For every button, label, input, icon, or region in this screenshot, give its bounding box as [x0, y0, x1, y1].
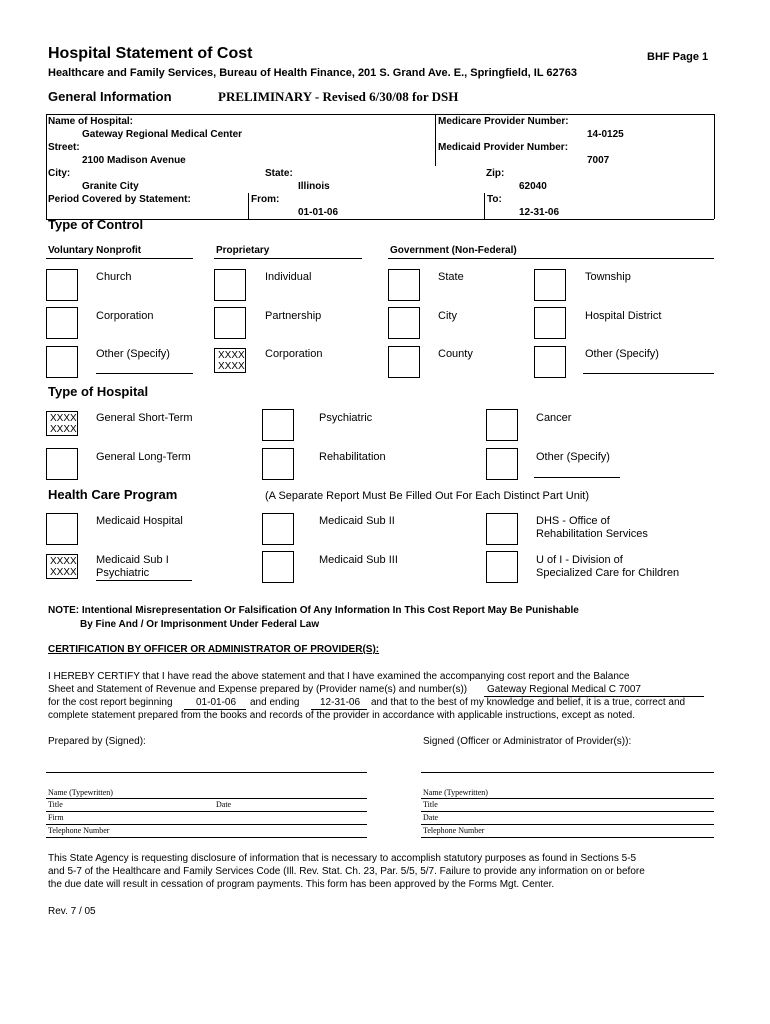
county-label: County — [438, 348, 473, 360]
officer-phone-line[interactable] — [421, 837, 714, 838]
hospital-name-value[interactable]: Gateway Regional Medical Center — [82, 129, 243, 140]
certification-line3-begin: for the cost report beginning — [48, 697, 173, 708]
county-checkbox[interactable] — [388, 346, 420, 378]
medicaid-sub3-label: Medicaid Sub III — [319, 554, 398, 566]
officer-date-label: Date — [423, 813, 439, 822]
medicaid-hospital-label: Medicaid Hospital — [96, 515, 183, 527]
officer-title-line[interactable] — [421, 811, 714, 812]
officer-title-label: Title — [423, 800, 438, 809]
medicaid-number-value[interactable]: 7007 — [587, 155, 610, 166]
col-voluntary-nonprofit: Voluntary Nonprofit — [48, 245, 142, 256]
township-checkbox[interactable] — [534, 269, 566, 301]
medicaid-sub2-checkbox[interactable] — [262, 513, 294, 545]
health-care-program-heading: Health Care Program — [48, 487, 178, 502]
other-government-checkbox[interactable] — [534, 346, 566, 378]
period-end-value[interactable]: 12-31-06 — [320, 697, 361, 708]
general-short-term-label: General Short-Term — [96, 412, 193, 424]
to-label: To: — [487, 194, 502, 205]
church-checkbox[interactable] — [46, 269, 78, 301]
medicaid-sub2-label: Medicaid Sub II — [319, 515, 395, 527]
preparer-phone-line[interactable] — [46, 837, 367, 838]
preparer-title-date-line[interactable] — [46, 811, 367, 812]
hospital-district-checkbox[interactable] — [534, 307, 566, 339]
officer-phone-label: Telephone Number — [423, 826, 485, 835]
dhs-rehab-label-line2: Rehabilitation Services — [536, 528, 648, 540]
corporation-nonprofit-checkbox[interactable] — [46, 307, 78, 339]
officer-name-line[interactable] — [421, 798, 714, 799]
from-value[interactable]: 01-01-06 — [298, 207, 339, 218]
state-label: State: — [265, 168, 293, 179]
section-general-information: General Information — [48, 89, 172, 104]
uofi-dscc-label-line1: U of I - Division of — [536, 554, 623, 566]
city-label: City: — [48, 168, 71, 179]
period-label: Period Covered by Statement: — [48, 194, 191, 205]
medicare-number-value[interactable]: 14-0125 — [587, 129, 624, 140]
certification-line3-ending: and ending — [250, 697, 300, 708]
individual-checkbox[interactable] — [214, 269, 246, 301]
other-nonprofit-checkbox[interactable] — [46, 346, 78, 378]
township-label: Township — [585, 271, 631, 283]
medicaid-hospital-checkbox[interactable] — [46, 513, 78, 545]
medicaid-sub1-label-line2: Psychiatric — [96, 567, 150, 579]
medicaid-number-label: Medicaid Provider Number: — [438, 142, 569, 153]
city-control-label: City — [438, 310, 457, 322]
other-government-label: Other (Specify) — [585, 348, 659, 360]
preparer-name-line[interactable] — [46, 798, 367, 799]
preliminary-notice: PRELIMINARY - Revised 6/30/08 for DSH — [218, 89, 459, 104]
period-begin-value[interactable]: 01-01-06 — [196, 697, 237, 708]
misrepresentation-note-line2: By Fine And / Or Imprisonment Under Federal Law — [80, 619, 320, 630]
city-checkbox[interactable] — [388, 307, 420, 339]
other-hospital-specify-line[interactable] — [534, 477, 620, 478]
medicare-number-label: Medicare Provider Number: — [438, 116, 569, 127]
medicaid-sub3-checkbox[interactable] — [262, 551, 294, 583]
preparer-title-label: Title — [48, 800, 63, 809]
preparer-name-label: Name (Typewritten) — [48, 788, 113, 797]
certification-line2: Sheet and Statement of Revenue and Expense prepared by (Provider name(s) and number(s)) — [48, 684, 468, 695]
certification-line1: I HEREBY CERTIFY that I have read the above statement and that I have examined the accompanying cost report and the Balance — [48, 671, 630, 682]
preparer-signature-line[interactable] — [46, 772, 367, 773]
agency-address: Healthcare and Family Services, Bureau of Health Finance, 201 S. Grand Ave. E., Springfield, IL 62763 — [48, 67, 578, 79]
officer-signature-line[interactable] — [421, 772, 714, 773]
other-hospital-checkbox[interactable] — [486, 448, 518, 480]
psychiatric-checkbox[interactable] — [262, 409, 294, 441]
city-value[interactable]: Granite City — [82, 181, 139, 192]
hospital-district-label: Hospital District — [585, 310, 662, 322]
type-of-hospital-heading: Type of Hospital — [48, 384, 149, 399]
cancer-label: Cancer — [536, 412, 572, 424]
preparer-date-label: Date — [216, 800, 232, 809]
other-nonprofit-label: Other (Specify) — [96, 348, 170, 360]
from-label: From: — [251, 194, 280, 205]
partnership-label: Partnership — [265, 310, 322, 322]
form-title: Hospital Statement of Cost — [48, 45, 253, 62]
state-value[interactable]: Illinois — [298, 181, 330, 192]
col-government: Government (Non-Federal) — [390, 245, 517, 256]
certification-line3-rest: and that to the best of my knowledge and belief, it is a true, correct and — [371, 697, 686, 708]
disclosure-line1: This State Agency is requesting disclosure of information that is necessary to accomplish statutory purposes as found in Sections 5-5 — [48, 853, 637, 864]
medicaid-sub1-label-line1: Medicaid Sub I — [96, 554, 169, 566]
corporation-nonprofit-label: Corporation — [96, 310, 154, 322]
misrepresentation-note-line1: NOTE: Intentional Misrepresentation Or Falsification Of Any Information In This Cost Report May Be Punishable — [48, 605, 579, 616]
disclosure-line2: and 5-7 of the Healthcare and Family Services Code (Ill. Rev. Stat. Ch. 23, Par. 5/5, 5/7. Failure to provide any information on or before — [48, 866, 645, 877]
revision-label: Rev. 7 / 05 — [48, 906, 96, 917]
other-nonprofit-specify-line[interactable] — [96, 373, 193, 374]
rehabilitation-label: Rehabilitation — [319, 451, 386, 463]
church-label: Church — [96, 271, 132, 283]
dhs-rehab-label-line1: DHS - Office of — [536, 515, 610, 527]
state-control-label: State — [438, 271, 464, 283]
zip-value[interactable]: 62040 — [519, 181, 547, 192]
medicaid-sub1-checkbox[interactable]: XXXX XXXX — [46, 554, 78, 579]
general-long-term-checkbox[interactable] — [46, 448, 78, 480]
signed-by-label: Signed (Officer or Administrator of Provider(s)): — [423, 736, 632, 747]
psychiatric-label: Psychiatric — [319, 412, 373, 424]
general-long-term-label: General Long-Term — [96, 451, 191, 463]
cancer-checkbox[interactable] — [486, 409, 518, 441]
officer-date-line[interactable] — [421, 824, 714, 825]
col-proprietary: Proprietary — [216, 245, 270, 256]
disclosure-line3: the due date will result in cessation of program payments. This form has been approved by the Forms Mgt. Center. — [48, 879, 555, 890]
other-hospital-label: Other (Specify) — [536, 451, 610, 463]
to-value[interactable]: 12-31-06 — [519, 207, 560, 218]
certification-heading: CERTIFICATION BY OFFICER OR ADMINISTRATOR OF PROVIDER(S): — [48, 644, 380, 655]
street-label: Street: — [48, 142, 80, 153]
general-short-term-checkbox[interactable]: XXXX XXXX — [46, 411, 78, 436]
preparer-firm-line[interactable] — [46, 824, 367, 825]
provider-name-number-value[interactable]: Gateway Regional Medical C 7007 — [487, 684, 641, 695]
partnership-checkbox[interactable] — [214, 307, 246, 339]
uofi-dscc-checkbox[interactable] — [486, 551, 518, 583]
individual-label: Individual — [265, 271, 312, 283]
preparer-firm-label: Firm — [48, 813, 64, 822]
state-checkbox[interactable] — [388, 269, 420, 301]
prepared-by-label: Prepared by (Signed): — [48, 736, 146, 747]
other-government-specify-line[interactable] — [583, 373, 714, 374]
type-of-control-heading: Type of Control — [48, 217, 144, 232]
dhs-rehab-checkbox[interactable] — [486, 513, 518, 545]
officer-name-label: Name (Typewritten) — [423, 788, 488, 797]
rehabilitation-checkbox[interactable] — [262, 448, 294, 480]
page-label: BHF Page 1 — [647, 51, 709, 63]
certification-line4: complete statement prepared from the books and records of the provider in accordance with applicable instructions, except as noted. — [48, 710, 635, 721]
preparer-phone-label: Telephone Number — [48, 826, 110, 835]
hospital-name-label: Name of Hospital: — [48, 116, 134, 127]
uofi-dscc-label-line2: Specialized Care for Children — [536, 567, 680, 579]
street-value[interactable]: 2100 Madison Avenue — [82, 155, 186, 166]
zip-label: Zip: — [486, 168, 505, 179]
proprietary-corporation-label: Corporation — [265, 348, 323, 360]
proprietary-corporation-checkbox[interactable]: XXXX XXXX — [214, 348, 246, 373]
separate-report-note: (A Separate Report Must Be Filled Out For Each Distinct Part Unit) — [265, 490, 590, 502]
